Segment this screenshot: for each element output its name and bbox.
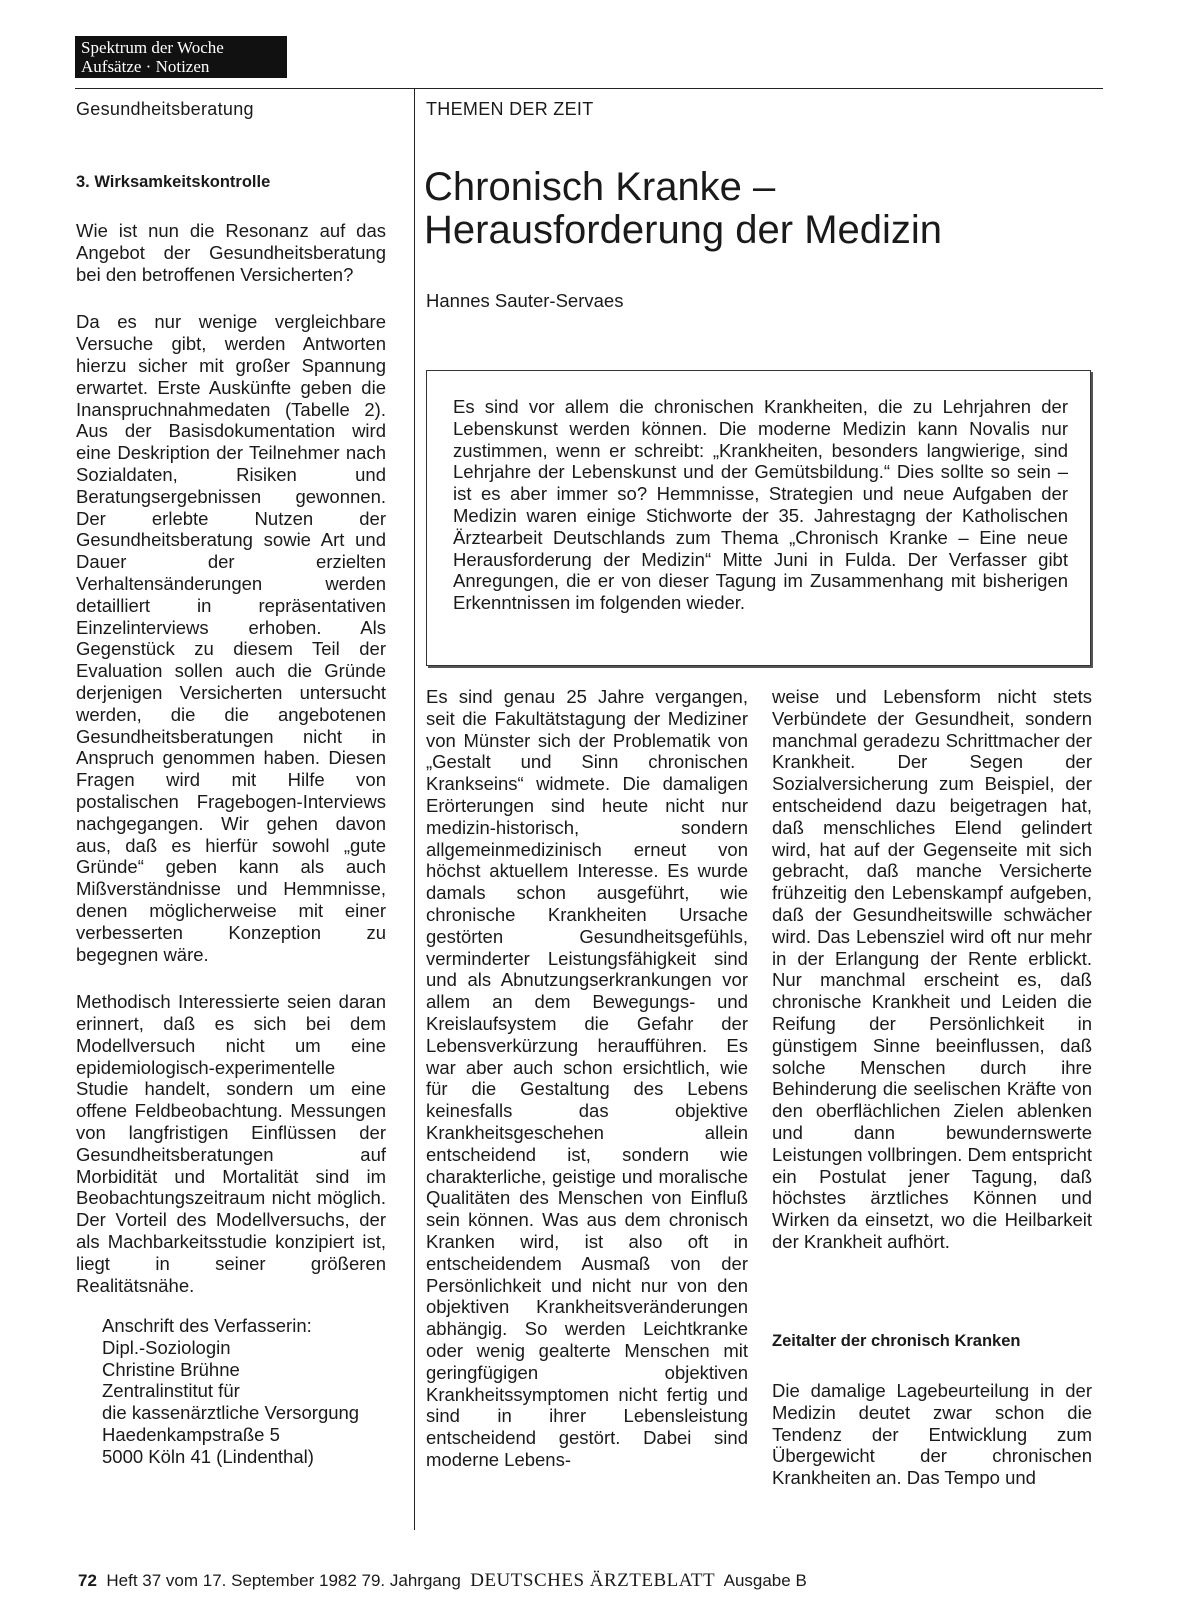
edition: Ausgabe B [723,1571,807,1590]
page-footer [78,1570,807,1592]
left-body [76,220,386,1322]
left-paragraph-3: Methodisch Interessierte seien daran erinnert, daß es sich bei dem Modellversuch nicht um eine epidemiologisch-experimentelle Studie handelt, sondern um eine offene Feldbeobachtung. Messungen von langfristigen Einflüssen der Gesundheitsberatungen auf Morbidität und Mortalität sind im Beobachtungszeitraum nicht möglich. Der Vorteil des Modellversuchs, der als Machbarkeitsstudie konzipiert ist, liegt in seiner größeren Realitätsnähe. [76,991,386,1296]
article-column-2b: Die damalige Lagebeurteilung in der Medizin deutet zwar schon die Tendenz der Entwicklung zum Übergewicht der chronischen Krankheiten an. Das Tempo und [772,1380,1092,1489]
address-line: Anschrift des Verfasserin: [102,1315,312,1336]
article-column-2-text: weise und Lebensform nicht stets Verbündete der Gesundheit, sondern manchmal geradezu Schrittmacher der Krankheit. Der Segen der Sozialversicherung zum Beispiel, der entscheidend dazu beigetragen hat, daß menschliches Elend gelindert wird, hat auf der Gegenseite mit sich gebracht, daß manche Versicherte frühzeitig den Lebenskampf aufgeben, daß der Gesundheitswille schwächer wird. Das Lebensziel wird oft nur mehr in der Erlangung der Rente erblickt. Nur manchmal erscheint es, daß chronische Krankheit und Leiden die Reifung der Persönlichkeit in günstigem Sinne beeinflussen, daß solche Menschen durch ihre Behinderung die seelischen Kräfte von den oberflächlichen Zielen ablenken und dann bewundernswerte Leistungen vollbringen. Dem entspricht ein Postulat jener Tagung, daß höchstes ärztliches Können und Wirken da einsetzt, wo die Heilbarkeit der Krankheit aufhört. [772,686,1092,1252]
left-section-label: Gesundheitsberatung [76,99,254,119]
top-rule [75,88,1103,89]
page-number: 72 [78,1571,97,1590]
article-title [424,166,1084,252]
left-heading: 3. Wirksamkeitskontrolle [76,173,271,191]
author-address [102,1315,359,1468]
address-line: Haedenkampstraße 5 [102,1423,280,1445]
article-author: Hannes Sauter-Servaes [426,290,624,311]
address-line: Zentralinstitut für [102,1380,240,1402]
column-divider [414,88,415,1530]
article-column-1: Es sind genau 25 Jahre vergangen, seit die Fakultätstagung der Mediziner von Münster sich der Problematik von „Gestalt und Sinn chronischen Krankseins“ widmete. Die damaligen Erörterungen sind heute nicht nur medizin-historisch, sondern allgemeinmedizinisch erneut von höchst aktuellem Interesse. Es wurde damals schon ausgeführt, wie chronische Krankheiten Ursache gestörten Gesundheitsgefühls, verminderter Leistungsfähigkeit sind und als Abnutzungserkrankungen vor allem an dem Bewegungs- und Kreislaufsystem die Gefahr der Lebensverkürzung heraufführen. Es war aber auch schon ersichtlich, wie für die Gestaltung des Lebens keinesfalls das objektive Krankheitsgeschehen allein entscheidend ist, sondern wie charakterliche, geistige und moralische Qualitäten des Menschen von Einfluß sein können. Was aus dem chronisch Kranken wird, ist also oft in entscheidendem Ausmaß von der Persönlichkeit und nicht nur von den objektiven Krankheitsveränderungen abhängig. So werden Leichtkranke oder wenig gealterte Menschen mit geringfügigen objektiven Krankheitssymptomen nicht fertig und sind in ihrer Lebensleistung entscheidend gestört. Dabei sind moderne Lebens- [426,686,748,1470]
left-paragraph-1: Wie ist nun die Resonanz auf das Angebot der Gesundheitsberatung bei den betroffenen Versicherten? [76,220,386,285]
lead-text: Es sind vor allem die chronischen Krankheiten, die zu Lehrjahren der Lebenskunst werden können. Die moderne Medizin kann Novalis nur zustimmen, wenn er schreibt: „Krankheiten, besonders langwierige, sind Lehrjahre der Lebenskunst und der Gemütsbildung.“ Dies sollte so sein – ist es aber immer so? Hemmnisse, Strategien und neue Aufgaben der Medizin waren einige Stichworte der 35. Jahrestagng der Katholischen Ärztearbeit Deutschlands zum Thema „Chronisch Kranke – Eine neue Herausforderung der Medizin“ Mitte Juni in Fulda. Der Verfasser gibt Anregungen, die er von dieser Tagung im Zusammenhang mit bisherigen Erkenntnissen im folgenden wieder. [453,396,1068,614]
magazine-name: DEUTSCHES ÄRZTEBLATT [470,1570,716,1591]
header-line-1: Spektrum der Woche [81,38,224,57]
article-subheading: Zeitalter der chronisch Kranken [772,1332,1021,1350]
article-column-2 [772,686,1092,1253]
address-line: Christine Brühne [102,1358,240,1380]
address-line: die kassenärztliche Versorgung [102,1402,360,1424]
header-line-2: Aufsätze · Notizen [81,57,210,76]
address-line: 5000 Köln 41 (Lindenthal) [102,1445,314,1467]
section-header-box [75,36,287,78]
address-line: Dipl.-Soziologin [102,1336,231,1358]
issue-info: Heft 37 vom 17. September 1982 79. Jahrgang [106,1571,461,1590]
article-section-label: THEMEN DER ZEIT [426,99,594,119]
title-line-1: Chronisch Kranke – [424,165,776,209]
title-line-2: Herausforderung der Medizin [424,208,943,252]
left-paragraph-2: Da es nur wenige vergleichbare Versuche gibt, werden Antworten hierzu sicher mit großer Spannung erwartet. Erste Auskünfte geben die Inanspruchnahmedaten (Tabelle 2). Aus der Basisdokumentation wird eine Deskription der Teilnehmer nach Sozialdaten, Risiken und Beratungsergebnissen gewonnen. Der erlebte Nutzen der Gesundheitsberatung sowie Art und Dauer der erzielten Verhaltensänderungen werden detailliert in repräsentativen Einzelinterviews erhoben. Als Gegenstück zu diesem Teil der Evaluation sollen auch die Gründe derjenigen Versicherten untersucht werden, die die angebotenen Gesundheitsberatungen nicht in Anspruch genommen haben. Diesen Fragen wird mit Hilfe von postalischen Fragebogen-Interviews nachgegangen. Wir gehen davon aus, daß es hierfür sowohl „gute Gründe“ geben kann als auch Mißverständnisse und Hemmnisse, denen möglicherweise mit einer verbesserten Konzeption zu begegnen wäre. [76,311,386,965]
